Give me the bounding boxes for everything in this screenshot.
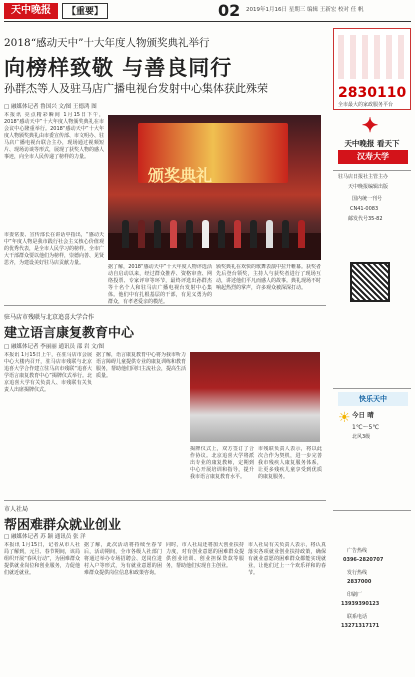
qr-code-icon [350, 262, 390, 302]
publication-info-3: 国内统一刊号 [352, 196, 383, 202]
ad-graphic [338, 35, 406, 79]
side-divider [333, 510, 411, 511]
weather-today: 今日 晴 [352, 411, 374, 419]
person-figure [202, 220, 209, 248]
date-line: 2019年1月16日 星期三 编辑 王新宏 校对 任 帆 [246, 7, 364, 13]
second-body-col-2: 据了解，语言康复教育中心将为我市听力语言障碍儿童提供专业的康复训练和教育服务，帮助他们回归主流社会，提高生活质量。 [96, 352, 186, 379]
page-number: 02 [218, 1, 241, 20]
top-rule [4, 21, 411, 22]
second-headline: 建立语言康复教育中心 [4, 326, 135, 341]
publication-info-4: CN41-0083 [350, 206, 379, 212]
paper-logo: 天中晚报 [4, 3, 58, 19]
ad-subtitle: 全市最大的家政服务平台 [338, 102, 394, 108]
person-figure [282, 220, 289, 248]
lead-body-col-2: 据了解，2018“感动天中”十大年度人物评选活动自启动以来，经过群众推荐、资格审查、网络投票、专家评审等环节，最终评选出孙群杰等十名个人和驻马店广播电视台发射中心集体。他们中有扎根基层的干部，有见义勇为的群众，有孝老爱亲的模范。 [108, 264, 212, 304]
weather-temp: 1℃～5℃ [352, 424, 380, 431]
person-figure [170, 220, 177, 248]
brand-tag: 汉寿大学 [338, 150, 408, 164]
publication-info-5: 邮发代号35-82 [348, 216, 383, 222]
masthead [0, 0, 415, 22]
sidebar-ad [333, 28, 411, 110]
section-divider [4, 500, 326, 501]
contact-label-2: 发行热线 [347, 570, 368, 576]
person-figure [138, 220, 145, 248]
third-body-col-3: 同时，市人社局还将加大创业扶持力度，对有创业意愿的困难群众提供创业培训、创业担保贷款等服务，帮助他们实现自主创业。 [166, 542, 244, 569]
second-photo [190, 352, 320, 442]
contact-value-1: 0396-2820707 [343, 557, 384, 563]
third-body-col-4: 市人社局有关负责人表示，将认真落实各项就业创业扶持政策，确保有就业意愿的困难群众都能实现就业，让他们过上一个欢乐祥和的春节。 [248, 542, 326, 576]
person-figure [266, 220, 273, 248]
third-kicker: 市人社局 [4, 506, 29, 513]
section-tag: 【重要】 [62, 3, 108, 19]
second-kicker: 驻马店市残联与北京追喜大学合作 [4, 314, 95, 321]
lead-byline: □ 融媒体记者 鲁国兴 文/图 王德鸿 图 [4, 104, 97, 110]
contact-label-4: 联系电话 [347, 614, 368, 620]
brand-slogan: 天中晚报 看天下 [344, 139, 400, 148]
contact-block [333, 548, 411, 677]
photo-banner-text: 颁奖典礼 [148, 166, 213, 185]
contact-value-3: 13939390123 [341, 601, 380, 607]
side-divider [333, 388, 411, 389]
person-figure [154, 220, 161, 248]
weather-title: 快乐天中 [338, 392, 408, 406]
lead-photo [108, 115, 321, 260]
third-byline: □ 融媒体记者 苏 颖 通讯员 张 洋 [4, 534, 86, 540]
third-body-col-1: 本报讯 1月15日，记者从市人社局了解到，元旦、春节期间，该局组织开展“春风行动”，为困难群众提供就业岗位和创业服务，力促他们就近就业。 [4, 542, 80, 576]
second-body-col-4: 市残联负责人表示，将以此次合作为契机，进一步完善我市残疾人康复服务体系，让更多残疾儿童享受到优质的康复服务。 [258, 446, 322, 480]
second-body-col-1: 本报讯 1月15日上午，在驻马店市会展中心大楼内召开，驻马店市残联与北京追喜大学合作建立驻马店市残联“追喜大学语言康复教育中心”揭牌仪式举行。北京追喜大学有关负责人、市残联有关负责人出席揭牌仪式。 [4, 352, 92, 393]
person-figure [218, 220, 225, 248]
person-figure [122, 220, 129, 248]
contact-value-4: 13271317171 [341, 623, 380, 629]
publication-info-1: 驻马店日报社主管主办 [338, 174, 389, 180]
person-figure [186, 220, 193, 248]
section-divider [4, 305, 326, 306]
side-divider [333, 170, 411, 171]
person-figure [250, 220, 257, 248]
contact-value-2: 2837000 [347, 579, 372, 585]
second-byline: □ 融媒体记者 李丽丽 通讯员 邵 岩 文/图 [4, 344, 105, 350]
person-figure [298, 220, 305, 248]
contact-label-3: 印刷厂 [347, 592, 363, 598]
publication-info-2: 天中晚报编辑出版 [348, 184, 389, 190]
third-headline: 帮困难群众就业创业 [4, 518, 122, 533]
lead-body-col-1: 本报讯 亮点精彩瞬间 1月15日下午，2018“感动天中”十大年度人物颁奖典礼在市会议中心隆重举行。2018“感动天中”十大年度人物颁奖典礼由市委宣传部、市文明办、驻马店广播电视台联合主办，现场通过视频短片、现场访谈等形式，展现了获奖人物的感人事迹，向全市人民传递了榜样的力量。 [4, 112, 104, 160]
ad-phone-number: 2830110 [338, 85, 407, 101]
sun-icon: ☀ [338, 410, 351, 426]
lead-kicker: 2018“感动天中”十大年度人物颁奖典礼举行 [4, 37, 210, 49]
contact-label-1: 广告热线 [347, 548, 368, 554]
person-figure [234, 220, 241, 248]
lead-body-col-4: 市委常委、宣传部长在讲话中指出，“感动天中”年度人物是我市践行社会主义核心价值观的优秀代表，是全市人民学习的榜样。全市广大干部群众要以他们为榜样，崇德向善、见贤思齐，为建设美好驻马店贡献力量。 [4, 232, 104, 266]
weather-wind: 北风3级 [352, 434, 371, 440]
second-body-col-3: 揭牌仪式上，双方签订了合作协议。北京追喜大学将派出专业的康复教师，定期到中心开展培训和指导，提升我市语言康复教育水平。 [190, 446, 254, 480]
lead-headline: 向榜样致敬 与善良同行 [4, 55, 233, 80]
lead-body-col-3: 颁奖典礼在欢快的歌舞表演中拉开帷幕。获奖者先后登台领奖，主持人与获奖者进行了现场互动，讲述他们平凡而感人的故事。典礼现场不时响起热烈的掌声，许多观众被深深打动。 [216, 264, 321, 291]
third-body-col-2: 据了解，此次活动将持续至春节后，活动期间，全市各级人社部门将通过举办专场招聘会、送岗位进村入户等形式，为有就业意愿的困难群众提供岗位信息和政策咨询。 [84, 542, 162, 576]
lead-subhead: 孙群杰等人及驻马店广播电视台发射中心集体获此殊荣 [4, 82, 268, 95]
brand-mark-icon: ✦ [361, 113, 379, 137]
